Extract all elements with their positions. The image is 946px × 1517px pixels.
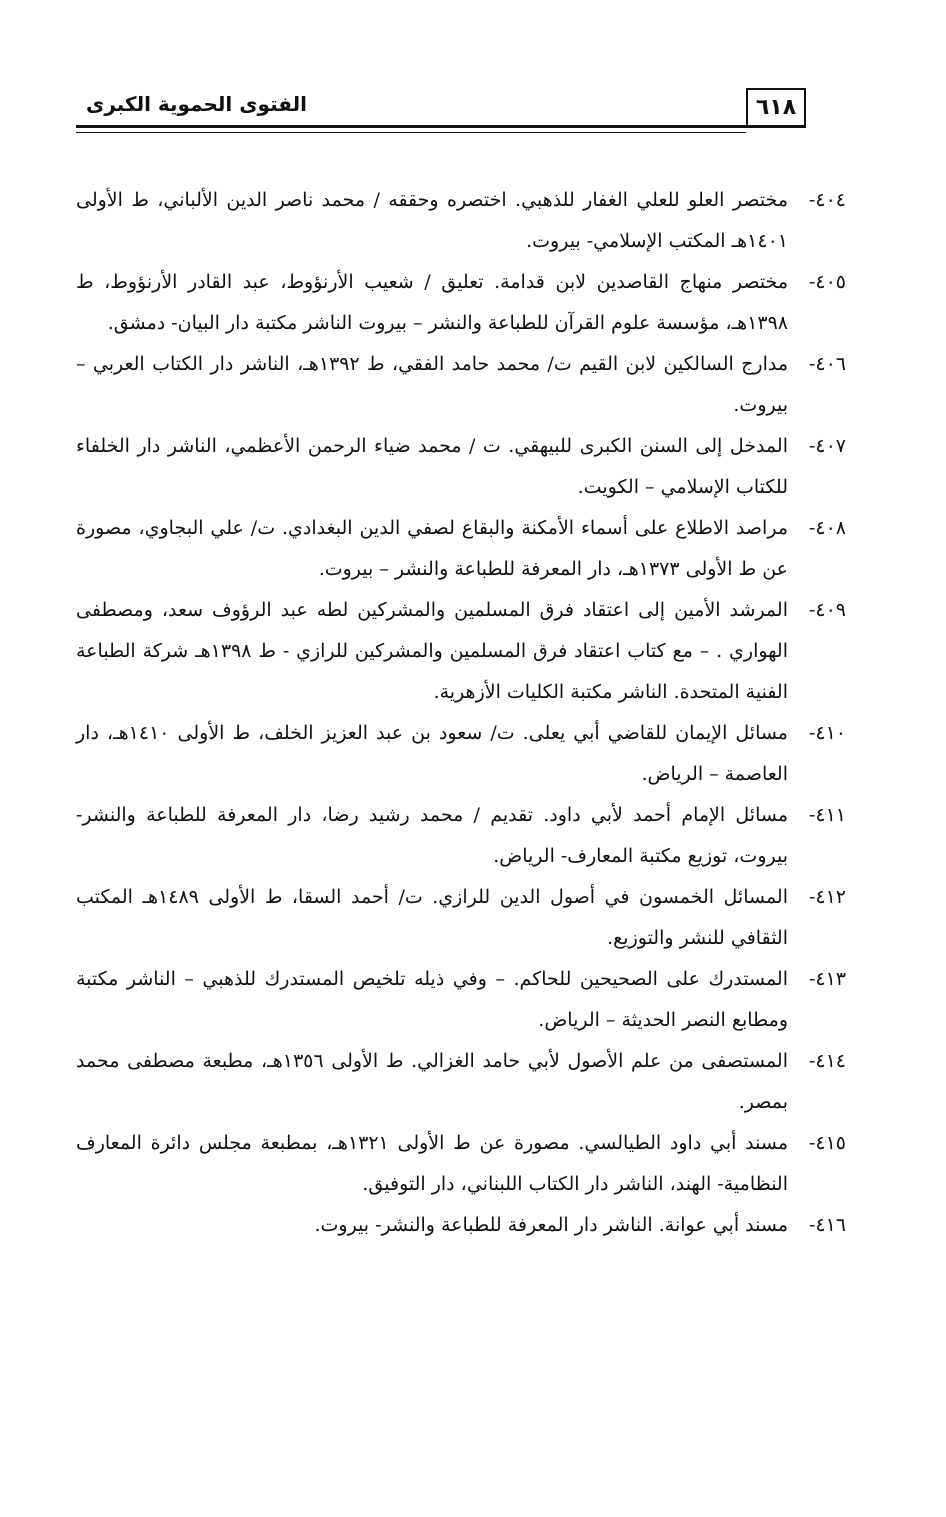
entry-text: مدارج السالكين لابن القيم ت/ محمد حامد الفقي، ط ١٣٩٢هـ، الناشر دار الكتاب العربي – بيروت. [76,353,789,416]
entry-number: ٤٠٧- [808,435,846,457]
page-header [76,88,806,128]
entry-number: ٤١٢- [808,886,846,908]
bibliography-list [76,180,846,1246]
entry-number: ٤١٠- [808,722,846,744]
entry-number: ٤١٥- [808,1132,846,1154]
bibliography-entry [76,590,846,713]
header-rule-thin [76,132,746,133]
bibliography-entry [76,1041,846,1123]
entry-number: ٤١٦- [808,1214,846,1236]
entry-number: ٤١٤- [808,1050,846,1072]
entry-text: مختصر منهاج القاصدين لابن قدامة. تعليق / شعيب الأرنؤوط، عبد القادر الأرنؤوط، ط ١٣٩٨هـ، مؤسسة علوم القرآن للطباعة والنشر – بيروت الناشر مكتبة دار البيان- دمشق. [76,271,788,334]
entry-text: مسائل الإيمان للقاضي أبي يعلى. ت/ سعود بن عبد العزيز الخلف، ط الأولى ١٤١٠هـ، دار العاصمة – الرياض. [76,722,788,785]
bibliography-entry [76,795,846,877]
bibliography-entry [76,1123,846,1205]
entry-number: ٤٠٤- [808,189,846,211]
entry-text: المستدرك على الصحيحين للحاكم. – وفي ذيله تلخيص المستدرك للذهبي – الناشر مكتبة ومطابع النصر الحديثة – الرياض. [76,968,788,1031]
entry-text: مسند أبي داود الطيالسي. مصورة عن ط الأولى ١٣٢١هـ، بمطبعة مجلس دائرة المعارف النظامية- الهند، الناشر دار الكتاب اللبناني، دار التوفيق. [76,1132,788,1195]
entry-text: مراصد الاطلاع على أسماء الأمكنة والبقاع لصفي الدين البغدادي. ت/ علي البجاوي، مصورة عن ط الأولى ١٣٧٣هـ، دار المعرفة للطباعة والنشر – بيروت. [76,517,788,580]
entry-number: ٤٠٩- [808,599,846,621]
entry-number: ٤١٣- [808,968,846,990]
bibliography-entry [76,508,846,590]
entry-text: مسائل الإمام أحمد لأبي داود. تقديم / محمد رشيد رضا، دار المعرفة للطباعة والنشر- بيروت، توزيع مكتبة المعارف- الرياض. [76,804,788,867]
entry-text: مسند أبي عوانة. الناشر دار المعرفة للطباعة والنشر- بيروت. [314,1214,788,1236]
bibliography-entry [76,426,846,508]
bibliography-entry [76,1205,846,1246]
entry-text: المسائل الخمسون في أصول الدين للرازي. ت/ أحمد السقا، ط الأولى ١٤٨٩هـ المكتب الثقافي للنشر والتوزيع. [76,886,789,949]
entry-number: ٤٠٥- [808,271,846,293]
bibliography-entry [76,877,846,959]
entry-text: مختصر العلو للعلي الغفار للذهبي. اختصره وحققه / محمد ناصر الدين الألباني، ط الأولى ١٤٠١هـ المكتب الإسلامي- بيروت. [76,189,788,252]
header-rule [76,125,746,128]
bibliography-entry [76,262,846,344]
entry-number: ٤٠٨- [808,517,846,539]
entry-text: المدخل إلى السنن الكبرى للبيهقي. ت / محمد ضياء الرحمن الأعظمي، الناشر دار الخلفاء للكتاب الإسلامي – الكويت. [76,435,788,498]
page-number: ٦١٨ [746,88,806,128]
running-title: الفتوى الحموية الكبرى [86,92,308,116]
entry-number: ٤١١- [808,804,846,826]
bibliography-entry [76,180,846,262]
bibliography-entry [76,344,846,426]
entry-text: المستصفى من علم الأصول لأبي حامد الغزالي. ط الأولى ١٣٥٦هـ، مطبعة مصطفى محمد بمصر. [76,1050,788,1113]
entry-text: المرشد الأمين إلى اعتقاد فرق المسلمين والمشركين لطه عبد الرؤوف سعد، ومصطفى الهواري . – مع كتاب اعتقاد فرق المسلمين والمشركين للرازي - ط ١٣٩٨هـ شركة الطباعة الفنية المتحدة. الناشر مكتبة الكليات الأزهرية. [76,599,789,703]
entry-number: ٤٠٦- [808,353,846,375]
bibliography-entry [76,713,846,795]
bibliography-entry [76,959,846,1041]
